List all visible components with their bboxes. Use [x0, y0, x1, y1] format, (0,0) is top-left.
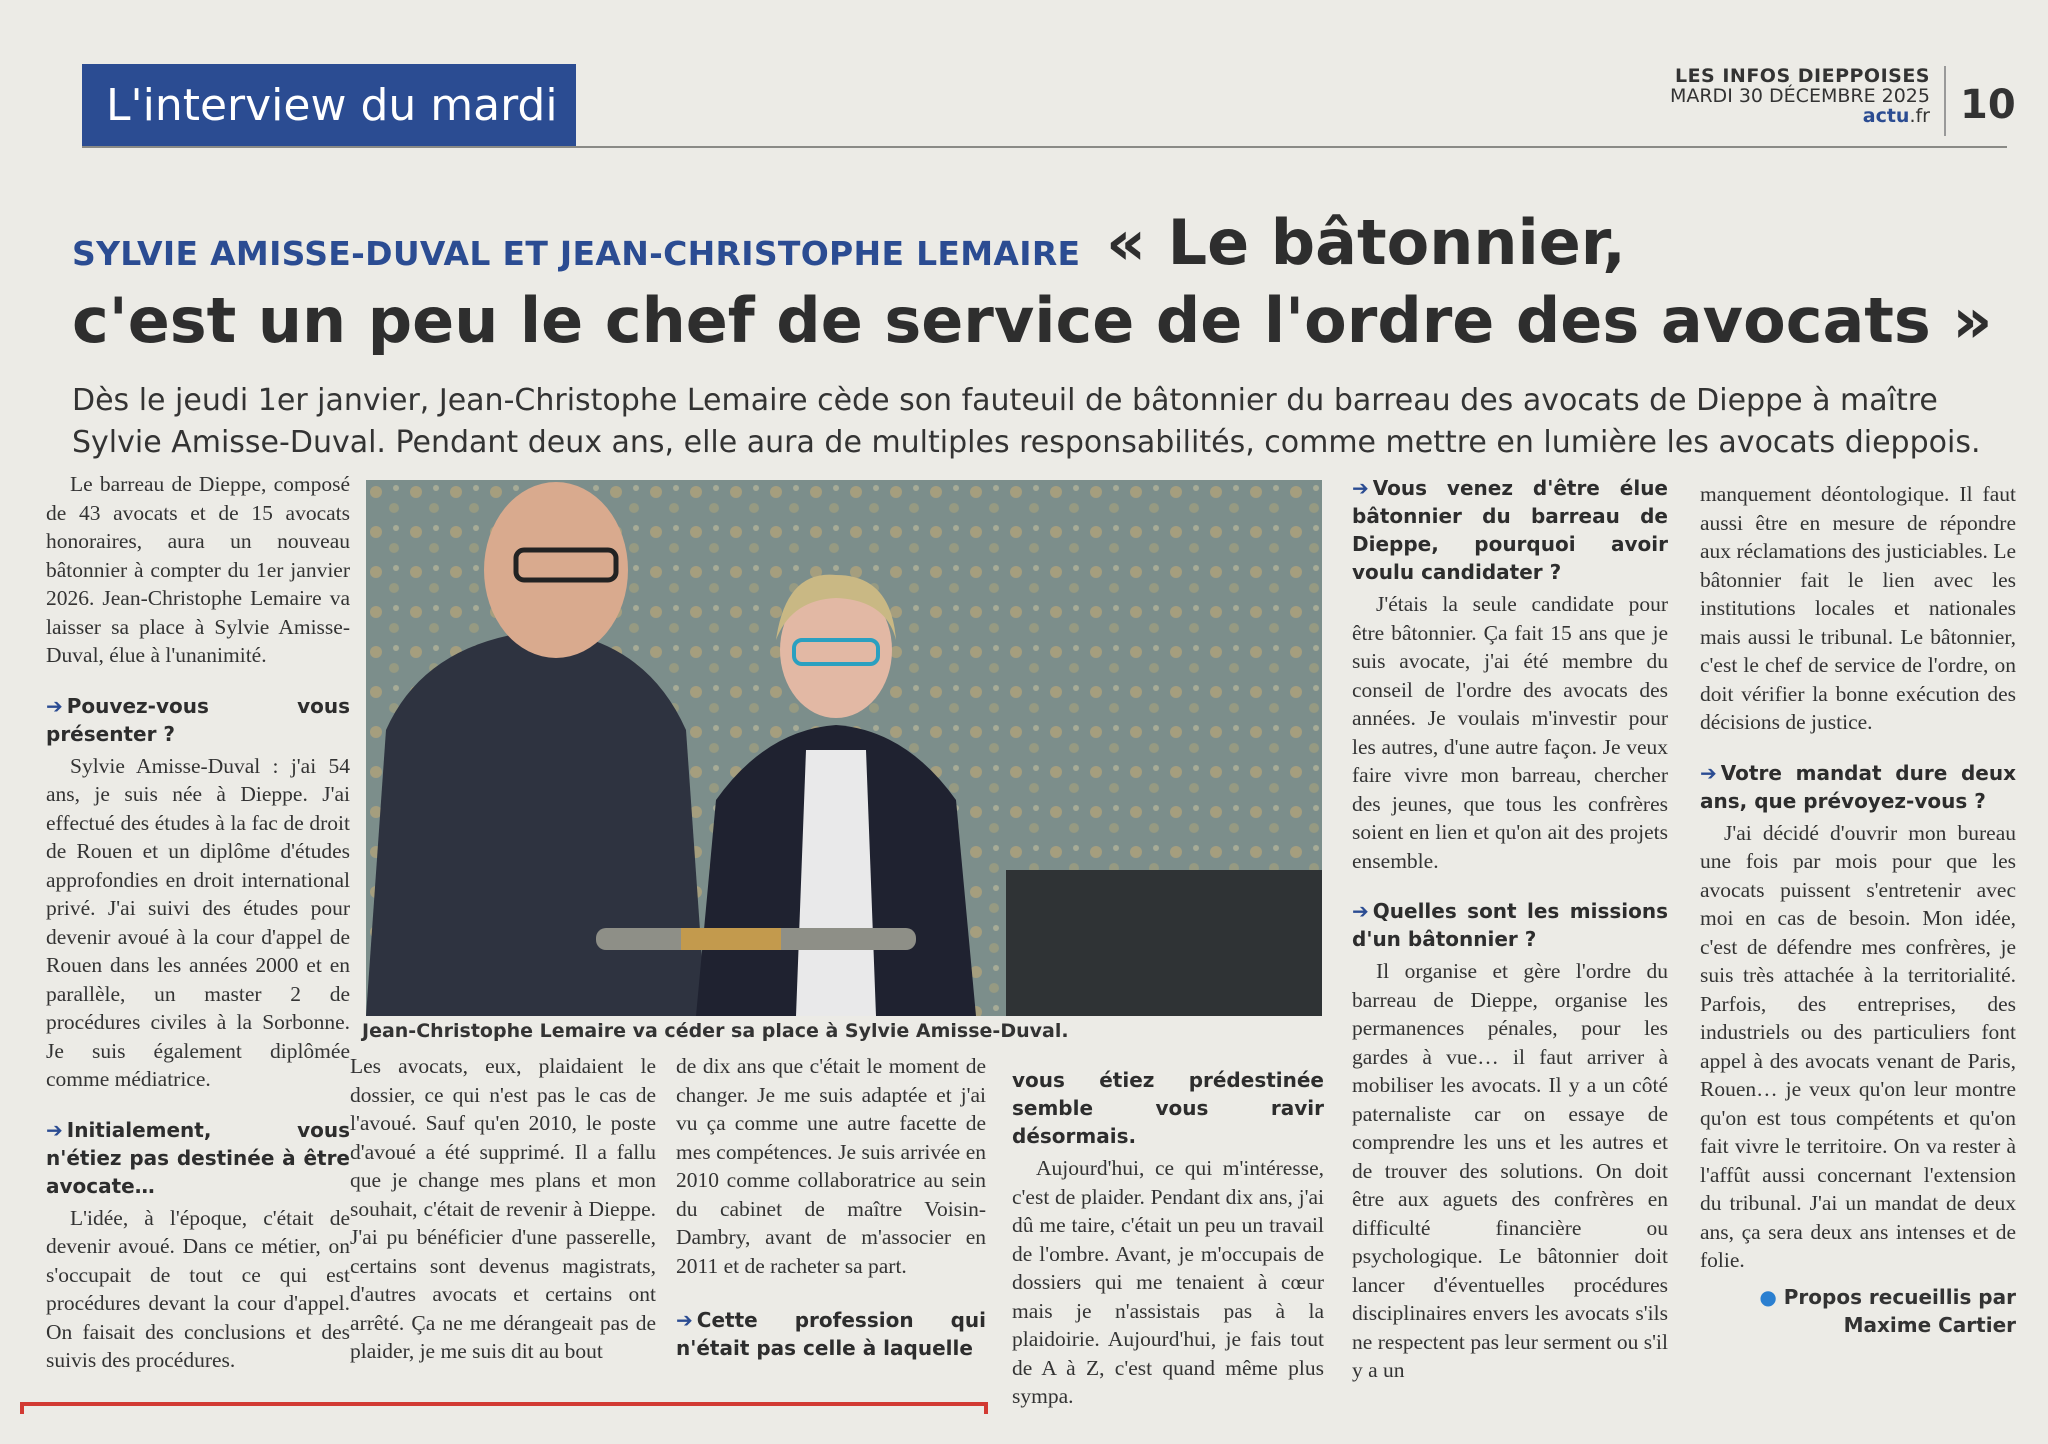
page-number: 10 [1960, 82, 2016, 128]
answer-2-part-2: Les avocats, eux, plaidaient le dossier, ce qui n'est pas le cas de l'avoué. Sauf qu'en 2010, le poste d'avoué a été supprimé. Il a fallu que je change mes plans et mon souhait, c'était de revenir à Dieppe. J'ai pu bénéficier d'une passerelle, certains sont devenus magistrats, d'autres avocats et certains ont arrêté. Ça ne me dérangeait pas de plaider, je me suis dit au bout [350, 1054, 656, 1363]
section-rubric: L'interview du mardi [82, 64, 576, 146]
arrow-right-icon: ➔ [46, 1117, 63, 1142]
bullet-dot-icon: ● [1759, 1284, 1777, 1309]
answer-5-part-1: Il organise et gère l'ordre du barreau de Dieppe, organise les permanences pénales, pour les gardes à vue… il faut arriver à mobiliser les avocats. Il y a un côté paternaliste car on essaye de comprendre les uns et les autres et de trouver des solutions. On doit être aux aguets des confrères en difficulté financière ou psychologique. Le bâtonnier doit lancer d'éventuelles procédures disciplinaires envers les avocats s'ils ne respectent pas leur serment ou s'il y a un [1352, 959, 1668, 1382]
column-6 [1700, 480, 2016, 1339]
author-credit: ● Propos recueillis par Maxime Cartier [1759, 1284, 2016, 1337]
answer-1: Sylvie Amisse-Duval : j'ai 54 ans, je suis née à Dieppe. J'ai effectué des études à la fac de droit de Rouen et un diplôme d'études approfondies en droit international privé. J'ai suivi des études pour devenir avoué à la cour d'appel de Rouen dans les années 2000 et en parallèle, un master 2 de procédures civiles à la Sorbonne. Je suis également diplômée comme médiatrice. [46, 753, 350, 1091]
header-rule [82, 146, 2007, 148]
column-1 [46, 470, 350, 1375]
arrow-right-icon: ➔ [46, 693, 63, 718]
column-3 [676, 1052, 986, 1366]
answer-5-part-2: manquement déontologique. Il faut aussi être en mesure de répondre aux réclamations des justiciables. Le bâtonnier fait le lien avec les institutions locales et nationales mais aussi le tribunal. Le bâtonnier, c'est le chef de service de l'ordre, on doit vérifier la bonne exécution des décisions de justice. [1700, 482, 2016, 734]
headline-line-1: « Le bâtonnier, [1106, 206, 1626, 279]
question-3-end: vous étiez prédestinée semble vous ravir désormais. [1012, 1068, 1324, 1148]
column-2 [350, 1052, 656, 1366]
question-2: ➔ Initialement, vous n'étiez pas destinée à être avocate… [46, 1117, 350, 1198]
publication-name: LES INFOS DIEPPOISES [1674, 65, 1930, 87]
column-4 [1012, 1066, 1324, 1411]
column-5 [1352, 474, 1668, 1385]
answer-2-part-1: L'idée, à l'époque, c'était de devenir avoué. Dans ce métier, on s'occupait de tout ce qui est procédures devant la cour d'appel. On faisait des conclusions et des suivis des procédures. [46, 1205, 350, 1372]
question-1: ➔ Pouvez-vous vous présenter ? [46, 693, 350, 746]
arrow-right-icon: ➔ [1352, 476, 1369, 500]
photo-illustration [366, 480, 1322, 1016]
answer-6: J'ai décidé d'ouvrir mon bureau une fois par mois pour que les avocats puissent s'entretenir avec moi en cas de besoin. Mon idée, c'est de défendre mes confrères, je suis très attachée à la territorialité. Parfois, des entreprises, des industriels ou des particuliers font appel à des avocats venant de Paris, Rouen… je veux qu'on leur montre qu'on est tous compétents et qu'on fait vivre le territoire. On va rester à l'affût aussi concernant l'extension du tribunal. J'ai un mandat de deux ans, ça sera deux ans intenses et de folie. [1700, 820, 2016, 1272]
answer-2-part-3: de dix ans que c'était le moment de changer. Je me suis adaptée et j'ai vu ça comme une autre facette de mes compétences. Je suis arrivée en 2010 comme collaboratrice au sein du cabinet de maître Voisin-Dambry, avant de m'associer en 2011 et de racheter sa part. [676, 1054, 986, 1278]
next-article-frame [20, 1402, 988, 1414]
answer-4: J'étais la seule candidate pour être bâtonnier. Ça fait 15 ans que je suis avocate, j'ai été membre du conseil de l'ordre des avocats des années. Je voulais m'investir pour les autres, d'une autre façon. Je veux faire vivre mon barreau, chercher des jeunes, que tous les confrères soient en lien et qu'on ait des projets ensemble. [1352, 592, 1668, 873]
question-5: ➔ Quelles sont les missions d'un bâtonnier ? [1352, 899, 1668, 951]
photo-caption: Jean-Christophe Lemaire va céder sa place à Sylvie Amisse-Duval. [362, 1020, 1069, 1042]
site-tld: .fr [1909, 105, 1930, 127]
site-name[interactable]: actu [1862, 105, 1910, 127]
header-divider [1944, 66, 1946, 136]
masthead [1600, 66, 1930, 126]
arrow-right-icon: ➔ [676, 1308, 693, 1332]
headline-line-2: c'est un peu le chef de service de l'ordre des avocats » [72, 284, 1993, 357]
article-photo [366, 480, 1322, 1016]
question-4: ➔ Vous venez d'être élue bâtonnier du barreau de Dieppe, pourquoi avoir voulu candidater ? [1352, 476, 1668, 584]
answer-3: Aujourd'hui, ce qui m'intéresse, c'est de plaider. Pendant dix ans, j'ai dû me taire, c'était un peu un travail de l'ombre. Avant, je m'occupais de dossiers qui me tenaient à cœur mais je n'assistais pas à la plaidoirie. Aujourd'hui, je fais tout de A à Z, c'est quand même plus sympa. [1012, 1156, 1324, 1408]
arrow-right-icon: ➔ [1352, 899, 1369, 923]
question-6: ➔ Votre mandat dure deux ans, que prévoyez-vous ? [1700, 760, 2016, 813]
interviewee-names: SYLVIE AMISSE-DUVAL ET JEAN-CHRISTOPHE LEMAIRE [72, 234, 1081, 273]
question-3-start: ➔ Cette profession qui n'était pas celle à laquelle [676, 1308, 986, 1360]
arrow-right-icon: ➔ [1700, 760, 1717, 785]
article-lede: Dès le jeudi 1er janvier, Jean-Christophe Lemaire cède son fauteuil de bâtonnier du barreau des avocats de Dieppe à maître Sylvie Amisse-Duval. Pendant deux ans, elle aura de multiples responsabilités, comme mettre en lumière les avocats dieppois. [72, 383, 1981, 460]
issue-date: MARDI 30 DÉCEMBRE 2025 [1669, 85, 1930, 107]
intro-paragraph: Le barreau de Dieppe, composé de 43 avocats et de 15 avocats honoraires, aura un nouveau bâtonnier à compter du 1er janvier 2026. Jean-Christophe Lemaire va laisser sa place à Sylvie Amisse-Duval, élue à l'unanimité. [46, 472, 350, 667]
